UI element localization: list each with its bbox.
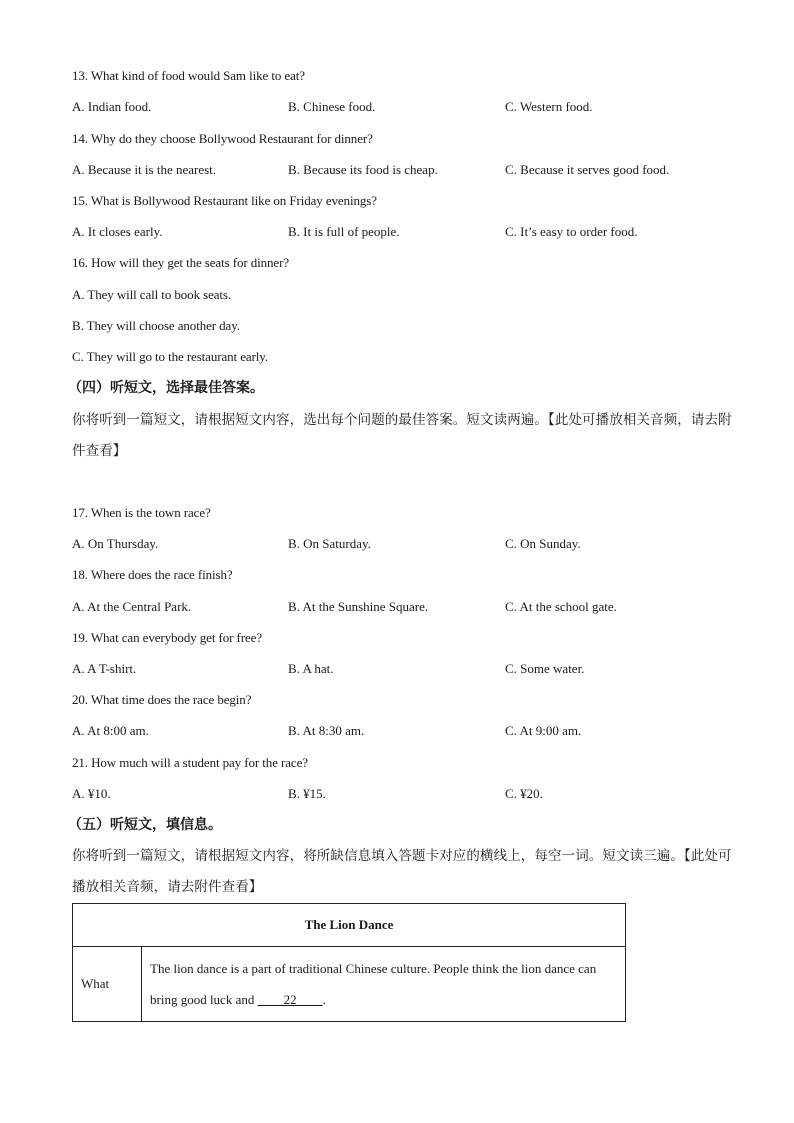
option-21-b: B. ¥15.	[288, 786, 326, 801]
option-14-c: C. Because it serves good food.	[505, 162, 670, 177]
question-14: 14. Why do they choose Bollywood Restaurant for dinner?	[72, 131, 373, 146]
table-title: The Lion Dance	[73, 904, 626, 947]
option-21-a: A. ¥10.	[72, 786, 111, 801]
section-5-instruction: 你将听到一篇短文，请根据短文内容，将所缺信息填入答题卡对应的横线上，每空一词。短文读三遍。【此处可播放相关音频，请去附件查看】	[72, 848, 732, 895]
option-20-b: B. At 8:30 am.	[288, 723, 365, 738]
option-13-b: B. Chinese food.	[288, 99, 376, 114]
question-20: 20. What time does the race begin?	[72, 692, 252, 707]
option-19-a: A. A T-shirt.	[72, 661, 137, 676]
option-17-c: C. On Sunday.	[505, 536, 581, 551]
option-19-b: B. A hat.	[288, 661, 334, 676]
option-16-c: C. They will go to the restaurant early.	[72, 349, 269, 364]
option-15-a: A. It closes early.	[72, 224, 163, 239]
question-21: 21. How much will a student pay for the race?	[72, 755, 308, 770]
question-18: 18. Where does the race finish?	[72, 567, 233, 582]
option-16-a: A. They will call to book seats.	[72, 287, 232, 302]
option-18-a: A. At the Central Park.	[72, 599, 192, 614]
option-15-b: B. It is full of people.	[288, 224, 400, 239]
question-13: 13. What kind of food would Sam like to eat?	[72, 68, 305, 83]
option-20-a: A. At 8:00 am.	[72, 723, 149, 738]
option-21-c: C. ¥20.	[505, 786, 543, 801]
options-18	[72, 599, 772, 615]
table-row-end: .	[322, 992, 326, 1007]
section-5-heading: （五）听短文，填信息。	[68, 817, 222, 833]
options-15	[72, 224, 772, 240]
option-13-a: A. Indian food.	[72, 99, 152, 114]
option-15-c: C. It’s easy to order food.	[505, 224, 638, 239]
options-13	[72, 99, 772, 115]
table-row-text: The lion dance is a part of traditional Chinese culture. People think the lion dance can bring good luck and	[150, 961, 597, 1007]
option-17-b: B. On Saturday.	[288, 536, 371, 551]
option-19-c: C. Some water.	[505, 661, 585, 676]
options-20	[72, 723, 772, 739]
section-4-heading: （四）听短文，选择最佳答案。	[68, 380, 264, 396]
option-18-c: C. At the school gate.	[505, 599, 617, 614]
options-17	[72, 536, 772, 552]
lion-dance-table	[72, 903, 626, 1022]
table-row-label: What	[73, 947, 142, 1022]
options-14	[72, 162, 772, 178]
question-17: 17. When is the town race?	[72, 505, 211, 520]
answer-blank-22[interactable]: ____22____	[257, 992, 323, 1007]
question-16: 16. How will they get the seats for dinner?	[72, 255, 290, 270]
option-16-b: B. They will choose another day.	[72, 318, 240, 333]
section-4-instruction: 你将听到一篇短文，请根据短文内容，选出每个问题的最佳答案。短文读两遍。【此处可播放相关音频，请去附件查看】	[72, 412, 732, 459]
options-19	[72, 661, 772, 677]
question-15: 15. What is Bollywood Restaurant like on Friday evenings?	[72, 193, 377, 208]
option-14-a: A. Because it is the nearest.	[72, 162, 217, 177]
option-14-b: B. Because its food is cheap.	[288, 162, 438, 177]
question-19: 19. What can everybody get for free?	[72, 630, 262, 645]
option-20-c: C. At 9:00 am.	[505, 723, 582, 738]
option-13-c: C. Western food.	[505, 99, 593, 114]
option-18-b: B. At the Sunshine Square.	[288, 599, 429, 614]
options-21	[72, 786, 772, 802]
option-17-a: A. On Thursday.	[72, 536, 159, 551]
table-row-content	[142, 947, 626, 1022]
